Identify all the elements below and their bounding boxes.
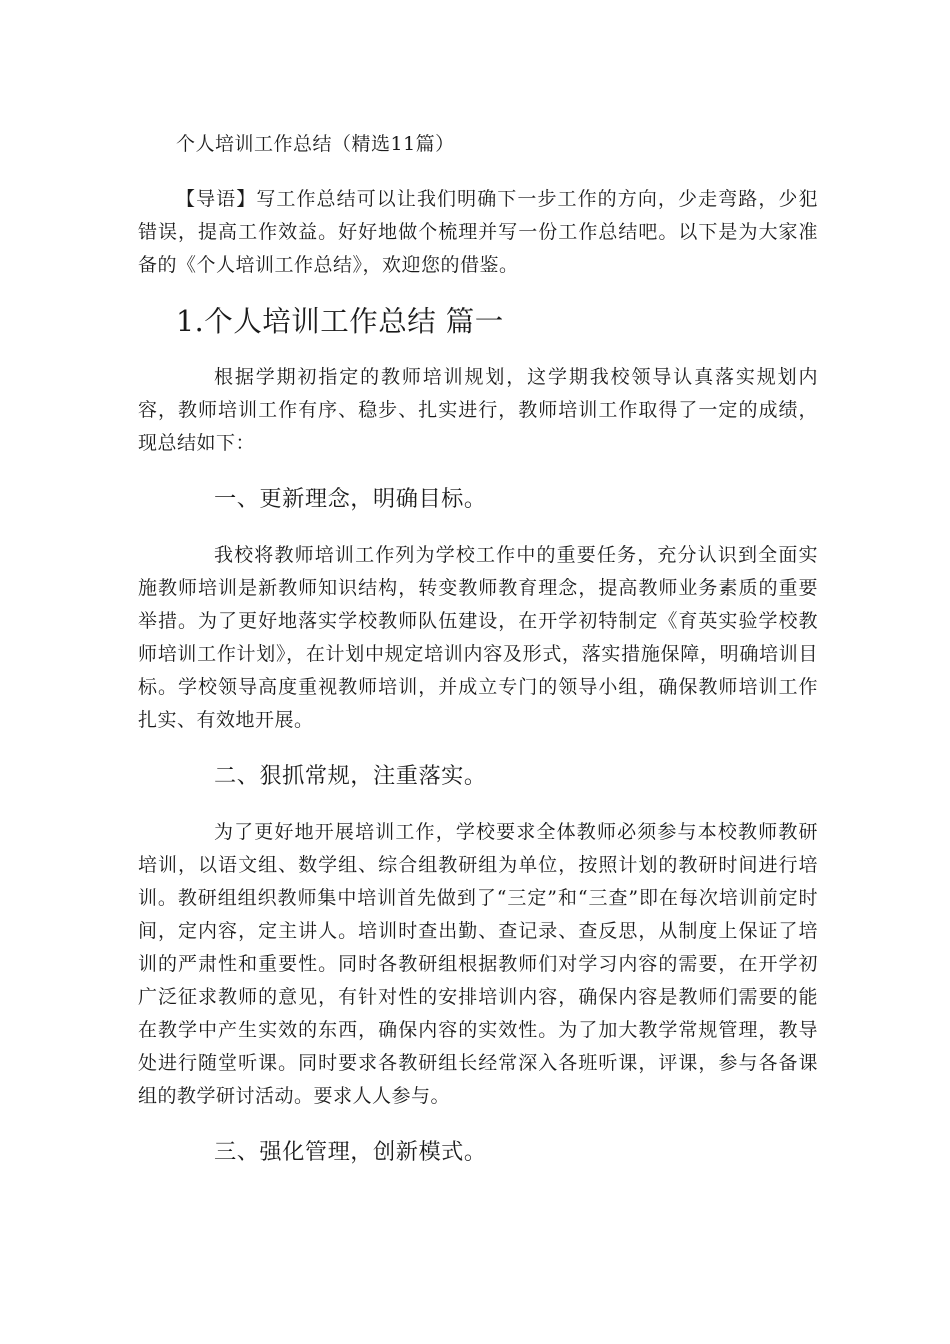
body-paragraph-3: 为了更好地开展培训工作，学校要求全体教师必须参与本校教师教研培训，以语文组、数学组、综合组教研组为单位，按照计划的教研时间进行培训。教研组组织教师集中培训首先做到了“三定”和“三查”即在每次培训前定时间，定内容，定主讲人。培训时查出勤、查记录、查反思，从制度上保证了培训的严肃性和重要性。同时各教研组根据教师们对学习内容的需要，在开学初广泛征求教师的意见，有针对性的安排培训内容，确保内容是教师们需要的能在教学中产生实效的东西，确保内容的实效性。为了加大教学常规管理，教导处进行随堂听课。同时要求各教研组长经常深入各班听课，评课，参与各备课组的教学研讨活动。要求人人参与。 xyxy=(138,821,818,1107)
intro-paragraph: 【导语】写工作总结可以让我们明确下一步工作的方向，少走弯路，少犯错误，提高工作效益。好好地做个梳理并写一份工作总结吧。以下是为大家准备的《个人培训工作总结》，欢迎您的借鉴。 xyxy=(138,188,818,276)
sub-heading-3: 三、强化管理，创新模式。 xyxy=(214,1139,487,1165)
section-title: 1.个人培训工作总结 篇一 xyxy=(176,305,504,338)
sub-heading-2: 二、狠抓常规，注重落实。 xyxy=(214,763,487,789)
sub-heading-1: 一、更新理念，明确目标。 xyxy=(214,486,487,512)
body-paragraph-1: 根据学期初指定的教师培训规划，这学期我校领导认真落实规划内容，教师培训工作有序、稳步、扎实进行，教师培训工作取得了一定的成绩，现总结如下： xyxy=(138,366,818,454)
document-title: 个人培训工作总结（精选11篇） xyxy=(176,133,455,155)
body-paragraph-2: 我校将教师培训工作列为学校工作中的重要任务，充分认识到全面实施教师培训是新教师知识结构，转变教师教育理念，提高教师业务素质的重要举措。为了更好地落实学校教师队伍建设，在开学初特制定《育英实验学校教师培训工作计划》，在计划中规定培训内容及形式，落实措施保障，明确培训目标。学校领导高度重视教师培训，并成立专门的领导小组，确保教师培训工作扎实、有效地开展。 xyxy=(138,544,818,731)
document-page xyxy=(138,128,818,1192)
